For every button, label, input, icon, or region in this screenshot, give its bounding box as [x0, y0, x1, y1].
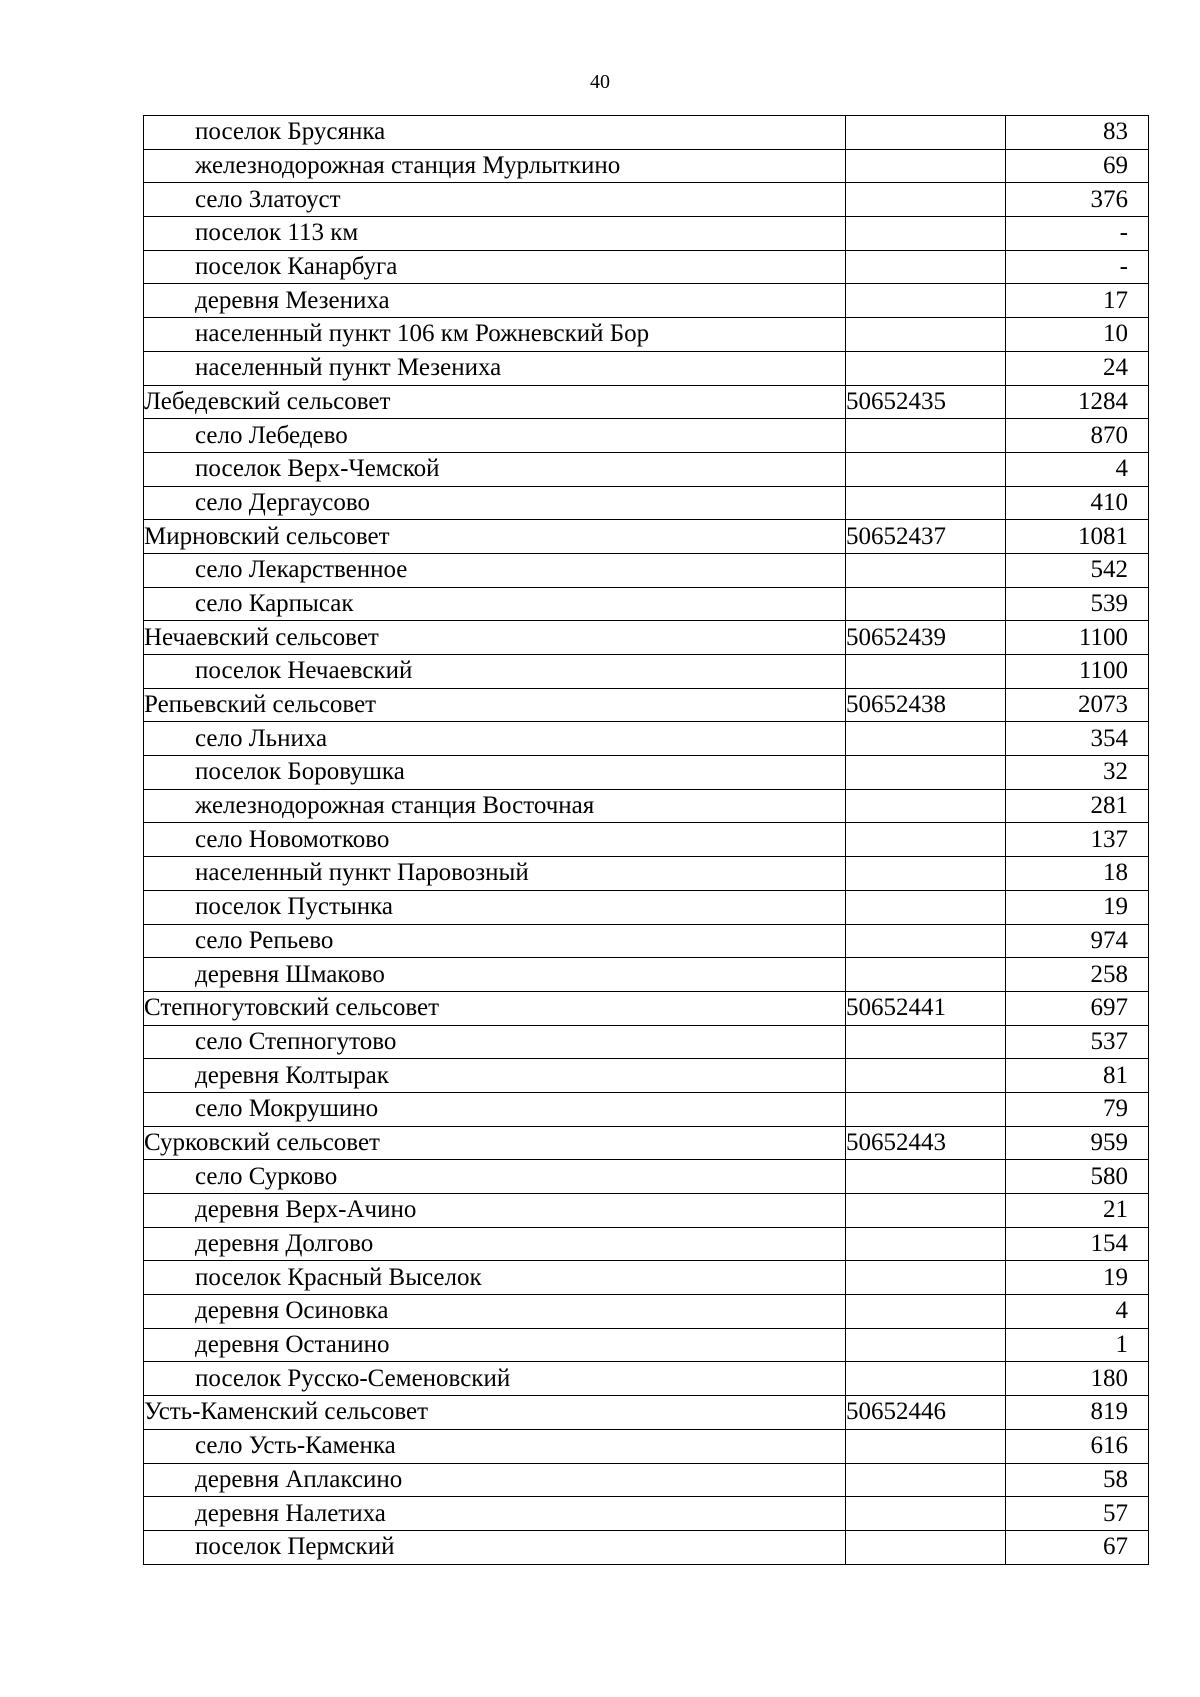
oktmo-code-cell [846, 1227, 1006, 1261]
settlement-name-cell: деревня Шмаково [144, 958, 846, 992]
oktmo-code-cell [846, 1429, 1006, 1463]
settlement-row [144, 1429, 1149, 1463]
settlement-row [144, 217, 1149, 251]
settlements-table-body [144, 116, 1149, 1565]
population-cell: 21 [1006, 1194, 1149, 1228]
oktmo-code-cell [846, 890, 1006, 924]
settlement-name-cell: деревня Мезениха [144, 284, 846, 318]
oktmo-code-cell [846, 1194, 1006, 1228]
settlement-row [144, 1295, 1149, 1329]
council-name-cell: Сурковский сельсовет [144, 1126, 846, 1160]
settlements-table [143, 115, 1149, 1565]
settlement-row [144, 722, 1149, 756]
settlement-name-cell: село Льниха [144, 722, 846, 756]
population-cell: 376 [1006, 183, 1149, 217]
council-name-cell: Усть-Каменский сельсовет [144, 1396, 846, 1430]
oktmo-code-cell [846, 1497, 1006, 1531]
settlement-name-cell: деревня Колтырак [144, 1059, 846, 1093]
population-cell: 1100 [1006, 655, 1149, 689]
population-cell: 79 [1006, 1092, 1149, 1126]
council-name-cell: Лебедевский сельсовет [144, 385, 846, 419]
oktmo-code-cell [846, 1160, 1006, 1194]
settlement-name-cell: село Дергаусово [144, 486, 846, 520]
settlement-name-cell: деревня Налетиха [144, 1497, 846, 1531]
population-cell: 24 [1006, 351, 1149, 385]
population-cell: 1284 [1006, 385, 1149, 419]
population-cell: - [1006, 217, 1149, 251]
oktmo-code-cell [846, 284, 1006, 318]
population-cell: 2073 [1006, 688, 1149, 722]
oktmo-code-cell [846, 116, 1006, 150]
population-cell: 870 [1006, 419, 1149, 453]
oktmo-code-cell: 50652443 [846, 1126, 1006, 1160]
settlement-row [144, 789, 1149, 823]
population-cell: 354 [1006, 722, 1149, 756]
settlement-row [144, 924, 1149, 958]
population-cell: 4 [1006, 1295, 1149, 1329]
council-row [144, 520, 1149, 554]
settlement-row [144, 284, 1149, 318]
population-cell: 697 [1006, 991, 1149, 1025]
oktmo-code-cell [846, 183, 1006, 217]
population-cell: 180 [1006, 1362, 1149, 1396]
oktmo-code-cell [846, 149, 1006, 183]
oktmo-code-cell [846, 924, 1006, 958]
population-cell: 32 [1006, 756, 1149, 790]
oktmo-code-cell [846, 958, 1006, 992]
oktmo-code-cell [846, 351, 1006, 385]
settlement-name-cell: деревня Осиновка [144, 1295, 846, 1329]
settlement-row [144, 857, 1149, 891]
oktmo-code-cell [846, 823, 1006, 857]
population-cell: 1 [1006, 1328, 1149, 1362]
settlement-row [144, 1194, 1149, 1228]
population-cell: 19 [1006, 890, 1149, 924]
oktmo-code-cell [846, 655, 1006, 689]
oktmo-code-cell [846, 1530, 1006, 1564]
settlement-name-cell: населенный пункт Мезениха [144, 351, 846, 385]
settlement-name-cell: деревня Долгово [144, 1227, 846, 1261]
population-cell: 410 [1006, 486, 1149, 520]
settlement-name-cell: поселок Красный Выселок [144, 1261, 846, 1295]
council-name-cell: Репьевский сельсовет [144, 688, 846, 722]
settlement-name-cell: село Златоуст [144, 183, 846, 217]
settlement-name-cell: село Новомотково [144, 823, 846, 857]
settlement-name-cell: село Репьево [144, 924, 846, 958]
population-cell: 67 [1006, 1530, 1149, 1564]
oktmo-code-cell [846, 553, 1006, 587]
population-cell: 18 [1006, 857, 1149, 891]
population-cell: 959 [1006, 1126, 1149, 1160]
oktmo-code-cell [846, 1463, 1006, 1497]
settlement-name-cell: железнодорожная станция Восточная [144, 789, 846, 823]
settlement-row [144, 823, 1149, 857]
settlement-row [144, 419, 1149, 453]
population-cell: 819 [1006, 1396, 1149, 1430]
population-cell: 137 [1006, 823, 1149, 857]
council-row [144, 1126, 1149, 1160]
oktmo-code-cell [846, 250, 1006, 284]
settlement-name-cell: населенный пункт 106 км Рожневский Бор [144, 318, 846, 352]
settlement-row [144, 250, 1149, 284]
settlement-name-cell: село Карпысак [144, 587, 846, 621]
population-cell: 58 [1006, 1463, 1149, 1497]
population-cell: 258 [1006, 958, 1149, 992]
population-cell: 539 [1006, 587, 1149, 621]
settlement-row [144, 1025, 1149, 1059]
settlement-row [144, 890, 1149, 924]
council-row [144, 621, 1149, 655]
population-cell: 281 [1006, 789, 1149, 823]
oktmo-code-cell [846, 452, 1006, 486]
oktmo-code-cell [846, 1362, 1006, 1396]
settlement-row [144, 318, 1149, 352]
oktmo-code-cell [846, 318, 1006, 352]
settlement-row [144, 553, 1149, 587]
settlement-name-cell: село Степногутово [144, 1025, 846, 1059]
population-cell: 154 [1006, 1227, 1149, 1261]
settlement-row [144, 116, 1149, 150]
council-name-cell: Мирновский сельсовет [144, 520, 846, 554]
settlement-name-cell: поселок Пустынка [144, 890, 846, 924]
settlement-row [144, 149, 1149, 183]
settlement-name-cell: населенный пункт Паровозный [144, 857, 846, 891]
population-cell: 57 [1006, 1497, 1149, 1531]
population-cell: 616 [1006, 1429, 1149, 1463]
settlement-name-cell: железнодорожная станция Мурлыткино [144, 149, 846, 183]
oktmo-code-cell [846, 1059, 1006, 1093]
population-cell: - [1006, 250, 1149, 284]
settlement-row [144, 756, 1149, 790]
settlement-row [144, 1227, 1149, 1261]
settlement-row [144, 1092, 1149, 1126]
oktmo-code-cell: 50652446 [846, 1396, 1006, 1430]
settlement-name-cell: деревня Аплаксино [144, 1463, 846, 1497]
population-cell: 1081 [1006, 520, 1149, 554]
oktmo-code-cell [846, 756, 1006, 790]
population-cell: 537 [1006, 1025, 1149, 1059]
population-cell: 17 [1006, 284, 1149, 318]
oktmo-code-cell [846, 1261, 1006, 1295]
settlement-name-cell: село Усть-Каменка [144, 1429, 846, 1463]
population-cell: 4 [1006, 452, 1149, 486]
settlement-row [144, 587, 1149, 621]
settlement-name-cell: поселок Брусянка [144, 116, 846, 150]
settlement-name-cell: деревня Останино [144, 1328, 846, 1362]
settlement-row [144, 1059, 1149, 1093]
population-cell: 1100 [1006, 621, 1149, 655]
settlement-row [144, 958, 1149, 992]
oktmo-code-cell [846, 857, 1006, 891]
settlement-row [144, 1261, 1149, 1295]
settlement-row [144, 351, 1149, 385]
settlement-row [144, 1497, 1149, 1531]
settlement-row [144, 1160, 1149, 1194]
council-name-cell: Степногутовский сельсовет [144, 991, 846, 1025]
population-cell: 83 [1006, 116, 1149, 150]
oktmo-code-cell: 50652435 [846, 385, 1006, 419]
settlement-row [144, 486, 1149, 520]
settlement-name-cell: поселок 113 км [144, 217, 846, 251]
settlement-row [144, 183, 1149, 217]
population-cell: 10 [1006, 318, 1149, 352]
population-cell: 542 [1006, 553, 1149, 587]
settlement-name-cell: поселок Канарбуга [144, 250, 846, 284]
council-name-cell: Нечаевский сельсовет [144, 621, 846, 655]
oktmo-code-cell: 50652439 [846, 621, 1006, 655]
council-row [144, 385, 1149, 419]
oktmo-code-cell [846, 1295, 1006, 1329]
settlement-name-cell: село Мокрушино [144, 1092, 846, 1126]
council-row [144, 1396, 1149, 1430]
settlement-row [144, 1328, 1149, 1362]
settlement-row [144, 1530, 1149, 1564]
settlement-name-cell: поселок Верх-Чемской [144, 452, 846, 486]
oktmo-code-cell: 50652438 [846, 688, 1006, 722]
oktmo-code-cell [846, 486, 1006, 520]
population-cell: 69 [1006, 149, 1149, 183]
settlement-name-cell: поселок Русско-Семеновский [144, 1362, 846, 1396]
oktmo-code-cell [846, 1025, 1006, 1059]
settlement-row [144, 1362, 1149, 1396]
population-cell: 580 [1006, 1160, 1149, 1194]
settlement-name-cell: село Сурково [144, 1160, 846, 1194]
settlement-name-cell: поселок Боровушка [144, 756, 846, 790]
oktmo-code-cell [846, 217, 1006, 251]
population-cell: 19 [1006, 1261, 1149, 1295]
council-row [144, 688, 1149, 722]
settlement-row [144, 1463, 1149, 1497]
settlement-row [144, 452, 1149, 486]
oktmo-code-cell: 50652437 [846, 520, 1006, 554]
oktmo-code-cell: 50652441 [846, 991, 1006, 1025]
settlement-name-cell: поселок Нечаевский [144, 655, 846, 689]
settlement-row [144, 655, 1149, 689]
oktmo-code-cell [846, 1328, 1006, 1362]
settlement-name-cell: поселок Пермский [144, 1530, 846, 1564]
oktmo-code-cell [846, 722, 1006, 756]
oktmo-code-cell [846, 587, 1006, 621]
settlement-name-cell: село Лебедево [144, 419, 846, 453]
oktmo-code-cell [846, 419, 1006, 453]
population-cell: 81 [1006, 1059, 1149, 1093]
settlement-name-cell: село Лекарственное [144, 553, 846, 587]
council-row [144, 991, 1149, 1025]
oktmo-code-cell [846, 1092, 1006, 1126]
settlement-name-cell: деревня Верх-Ачино [144, 1194, 846, 1228]
population-cell: 974 [1006, 924, 1149, 958]
oktmo-code-cell [846, 789, 1006, 823]
page-number: 40 [590, 71, 610, 93]
